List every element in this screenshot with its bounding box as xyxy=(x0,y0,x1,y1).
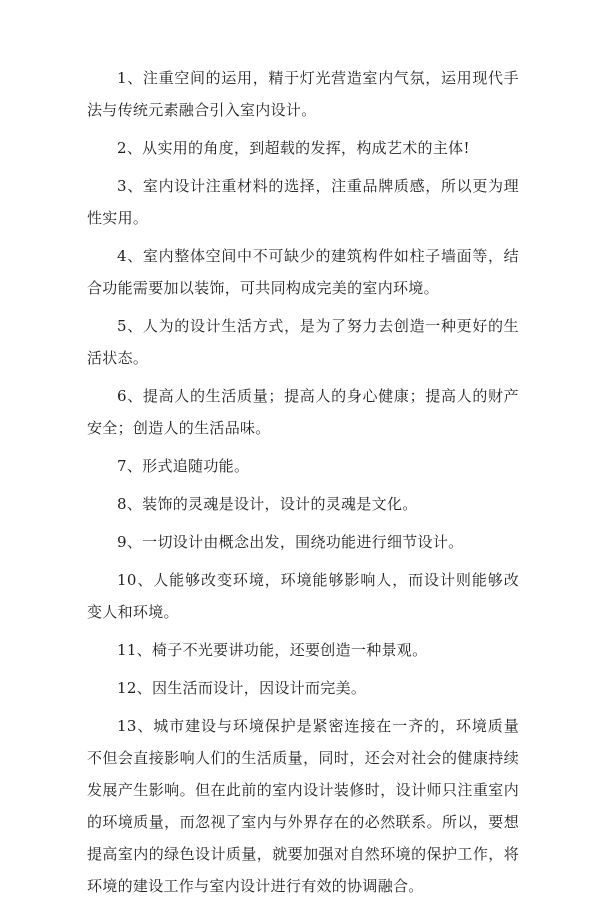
paragraph-4: 4、室内整体空间中不可缺少的建筑构件如柱子墙面等，结合功能需要加以装饰，可共同构成完美的室内环境。 xyxy=(87,247,519,297)
document-body xyxy=(87,62,519,908)
paragraph-13: 13、城市建设与环境保护是紧密连接在一齐的，环境质量不但会直接影响人们的生活质量，同时，还会对社会的健康持续发展产生影响。但在此前的室内设计装修时，设计师只注重室内的环境质量，而忽视了室内与外界存在的必然联系。所以，要想提高室内的绿色设计质量，就要加强对自然环境的保护工作，将环境的建设工作与室内设计进行有效的协调融合。 xyxy=(87,717,519,895)
paragraph-10: 10、人能够改变环境，环境能够影响人，而设计则能够改变人和环境。 xyxy=(87,571,519,621)
paragraph-1: 1、注重空间的运用，精于灯光营造室内气氛，运用现代手法与传统元素融合引入室内设计。 xyxy=(87,69,519,119)
paragraph-9: 9、一切设计由概念出发，围绕功能进行细节设计。 xyxy=(117,533,464,551)
paragraph-8: 8、装饰的灵魂是设计，设计的灵魂是文化。 xyxy=(117,495,418,513)
paragraph-7: 7、形式追随功能。 xyxy=(117,457,250,475)
paragraph-6: 6、提高人的生活质量；提高人的身心健康；提高人的财产安全；创造人的生活品味。 xyxy=(87,387,519,437)
paragraph-3: 3、室内设计注重材料的选择，注重品牌质感，所以更为理性实用。 xyxy=(87,177,519,227)
paragraph-12: 12、因生活而设计，因设计而完美。 xyxy=(117,679,367,697)
paragraph-2: 2、从实用的角度，到超载的发挥，构成艺术的主体! xyxy=(117,139,470,157)
paragraph-11: 11、椅子不光要讲功能，还要创造一种景观。 xyxy=(117,641,428,659)
paragraph-5: 5、人为的设计生活方式，是为了努力去创造一种更好的生活状态。 xyxy=(87,317,519,367)
